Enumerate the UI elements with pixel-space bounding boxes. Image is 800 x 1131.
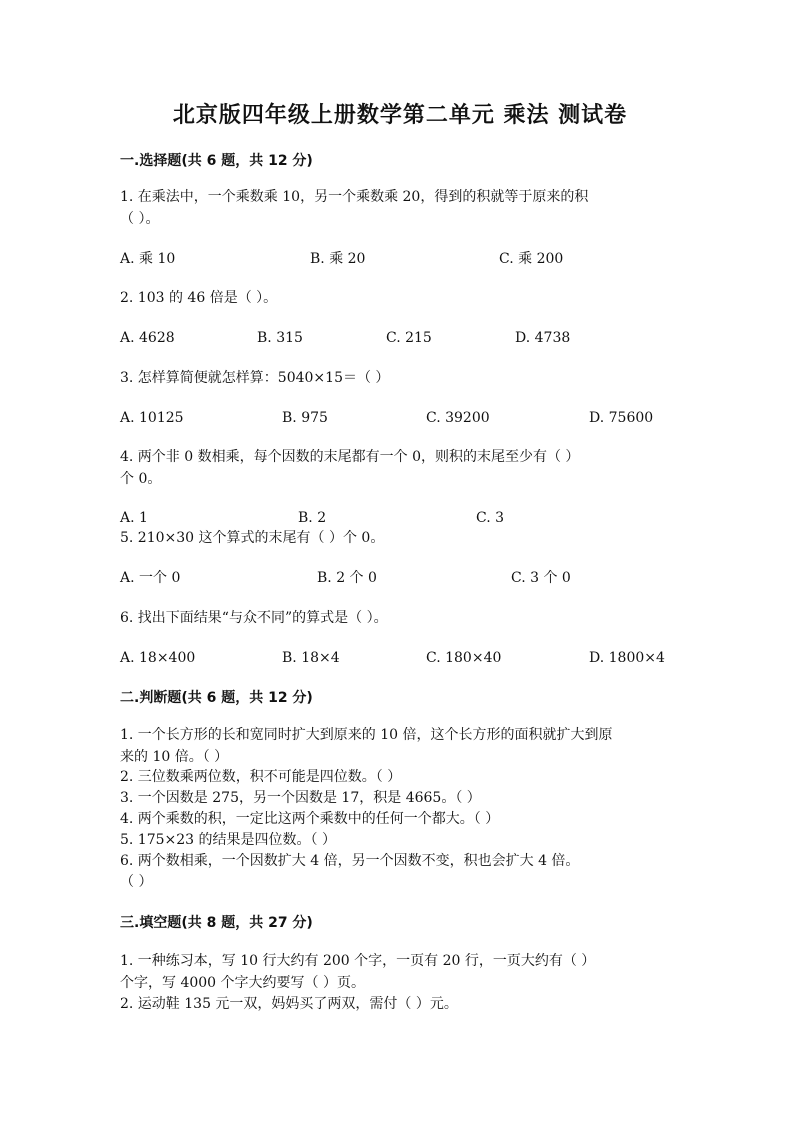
choice-q6-option-b: B. 18×4 [282,650,340,666]
section-heading-choice: 一.选择题(共 6 题，共 12 分) [120,153,313,169]
section-heading-fill: 三.填空题(共 8 题，共 27 分) [120,915,313,931]
choice-q3-option-d: D. 75600 [589,410,654,426]
choice-q1-line2: （ ）。 [120,211,160,227]
choice-q4-line1: 4. 两个非 0 数相乘，每个因数的末尾都有一个 0，则积的末尾至少有（ ） [120,449,580,465]
choice-q6-line1: 6. 找出下面结果“与众不同”的算式是（ ）。 [120,610,388,626]
choice-q3-line1: 3. 怎样算简便就怎样算：5040×15＝（ ） [120,370,390,386]
fill-q1-line2: 个字，写 4000 个字大约要写（ ）页。 [120,975,365,991]
section-heading-judge: 二.判断题(共 6 题，共 12 分) [120,690,313,706]
choice-q2-line1: 2. 103 的 46 倍是（ ）。 [120,290,278,306]
choice-q3-option-a: A. 10125 [120,410,184,426]
judge-q4: 4. 两个乘数的积，一定比这两个乘数中的任何一个都大。（ ） [120,811,500,827]
page-title: 北京版四年级上册数学第二单元 乘法 测试卷 [172,103,628,128]
judge-q2: 2. 三位数乘两位数，积不可能是四位数。（ ） [120,769,402,785]
choice-q6-option-a: A. 18×400 [120,650,196,666]
fill-q1-line1: 1. 一种练习本，写 10 行大约有 200 个字，一页有 20 行，一页大约有（ ） [120,953,596,969]
choice-q4-option-b: B. 2 [298,510,327,526]
choice-q5-option-c: C. 3 个 0 [511,570,571,586]
choice-q1-line1: 1. 在乘法中，一个乘数乘 10，另一个乘数乘 20，得到的积就等于原来的积 [120,189,589,205]
choice-q2-option-a: A. 4628 [120,330,175,346]
judge-q1-line1: 1. 一个长方形的长和宽同时扩大到原来的 10 倍，这个长方形的面积就扩大到原 [120,727,613,743]
choice-q1-option-a: A. 乘 10 [120,251,176,267]
choice-q2-option-c: C. 215 [386,330,432,346]
choice-q5-line1: 5. 210×30 这个算式的末尾有（ ）个 0。 [120,530,385,546]
choice-q5-option-a: A. 一个 0 [120,570,181,586]
judge-q5: 5. 175×23 的结果是四位数。（ ） [120,832,336,848]
judge-q6-line1: 6. 两个数相乘，一个因数扩大 4 倍，另一个因数不变，积也会扩大 4 倍。 [120,853,580,869]
choice-q2-option-b: B. 315 [257,330,303,346]
choice-q6-option-d: D. 1800×4 [589,650,665,666]
choice-q3-option-b: B. 975 [282,410,328,426]
choice-q1-option-b: B. 乘 20 [310,251,366,267]
choice-q1-option-c: C. 乘 200 [499,251,564,267]
choice-q4-option-a: A. 1 [120,510,148,526]
choice-q6-option-c: C. 180×40 [426,650,502,666]
judge-q6-line2: （ ） [120,874,153,890]
choice-q4-option-c: C. 3 [476,510,505,526]
fill-q2: 2. 运动鞋 135 元一双，妈妈买了两双，需付（ ）元。 [120,996,458,1012]
choice-q5-option-b: B. 2 个 0 [317,570,377,586]
choice-q4-line2: 个 0。 [120,471,162,487]
choice-q3-option-c: C. 39200 [426,410,490,426]
judge-q1-line2: 来的 10 倍。（ ） [120,749,229,765]
judge-q3: 3. 一个因数是 275，另一个因数是 17，积是 4665。（ ） [120,790,481,806]
choice-q2-option-d: D. 4738 [515,330,571,346]
